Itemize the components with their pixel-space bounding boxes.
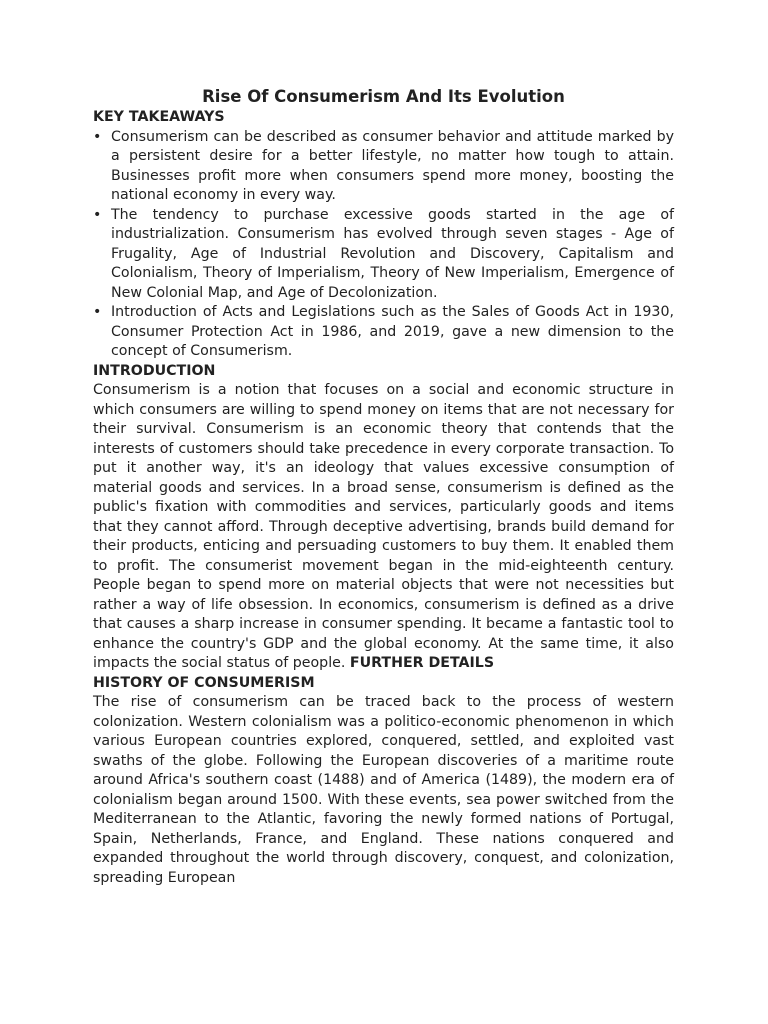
- bullet-icon: •: [93, 206, 102, 223]
- document-page: [93, 86, 674, 888]
- list-item: [93, 303, 674, 362]
- list-item: [93, 128, 674, 206]
- history-heading: HISTORY OF CONSUMERISM: [93, 674, 315, 691]
- history-paragraph: The rise of consumerism can be traced back to the process of western colonization. Western colonialism was a politico-economic phenomenon in which various European countries explored, conquered, settled, and exploited vast swaths of the globe. Following the European discoveries of a maritime route around Africa's southern coast (1488) and of America (1489), the modern era of colonialism began around 1500. With these events, sea power switched from the Mediterranean to the Atlantic, favoring the newly formed nations of Portugal, Spain, Netherlands, France, and England. These nations conquered and expanded throughout the world through discovery, conquest, and colonization, spreading European: [93, 694, 674, 886]
- list-item: [93, 206, 674, 304]
- bullet-icon: •: [93, 128, 102, 145]
- key-takeaways-heading: KEY TAKEAWAYS: [93, 109, 225, 125]
- key-takeaways-list: [93, 128, 674, 362]
- list-item-text: Introduction of Acts and Legislations such as the Sales of Goods Act in 1930, Consumer Protection Act in 1986, and 2019, gave a new dimension to the concept of Consumerism.: [111, 304, 674, 359]
- introduction-paragraph: [93, 381, 674, 674]
- list-item-text: The tendency to purchase excessive goods started in the age of industrialization. Consumerism has evolved through seven stages - Age of Frugality, Age of Industrial Revolution and Discovery, Capitalism and Colonialism, Theory of Imperialism, Theory of New Imperialism, Emergence of New Colonial Map, and Age of Decolonization.: [111, 206, 674, 301]
- introduction-heading: INTRODUCTION: [93, 362, 216, 379]
- introduction-body: Consumerism is a notion that focuses on a social and economic structure in which consumers are willing to spend money on items that are not necessary for their survival. Consumerism is an economic theory that contends that the interests of customers should take precedence in every corporate transaction. To put it another way, it's an ideology that values excessive consumption of material goods and services. In a broad sense, consumerism is defined as the public's fixation with commodities and services, particularly goods and items that they cannot afford. Through deceptive advertising, brands build demand for their products, enticing and persuading customers to buy them. It enabled them to profit. The consumerist movement began in the mid-eighteenth century. People began to spend more on material objects that were not necessities but rather a way of life obsession. In economics, consumerism is defined as a drive that causes a sharp increase in consumer spending. It became a fantastic tool to enhance the country's GDP and the global economy. At the same time, it also impacts the social status of people.: [93, 382, 674, 671]
- bullet-icon: •: [93, 304, 102, 320]
- further-details-label: FURTHER DETAILS: [349, 655, 495, 671]
- document-title: Rise Of Consumerism And Its Evolution: [202, 87, 565, 106]
- list-item-text: Consumerism can be described as consumer behavior and attitude marked by a persistent desire for a better lifestyle, no matter how tough to attain. Businesses profit more when consumers spend more money, boosting the national economy in every way.: [111, 128, 674, 203]
